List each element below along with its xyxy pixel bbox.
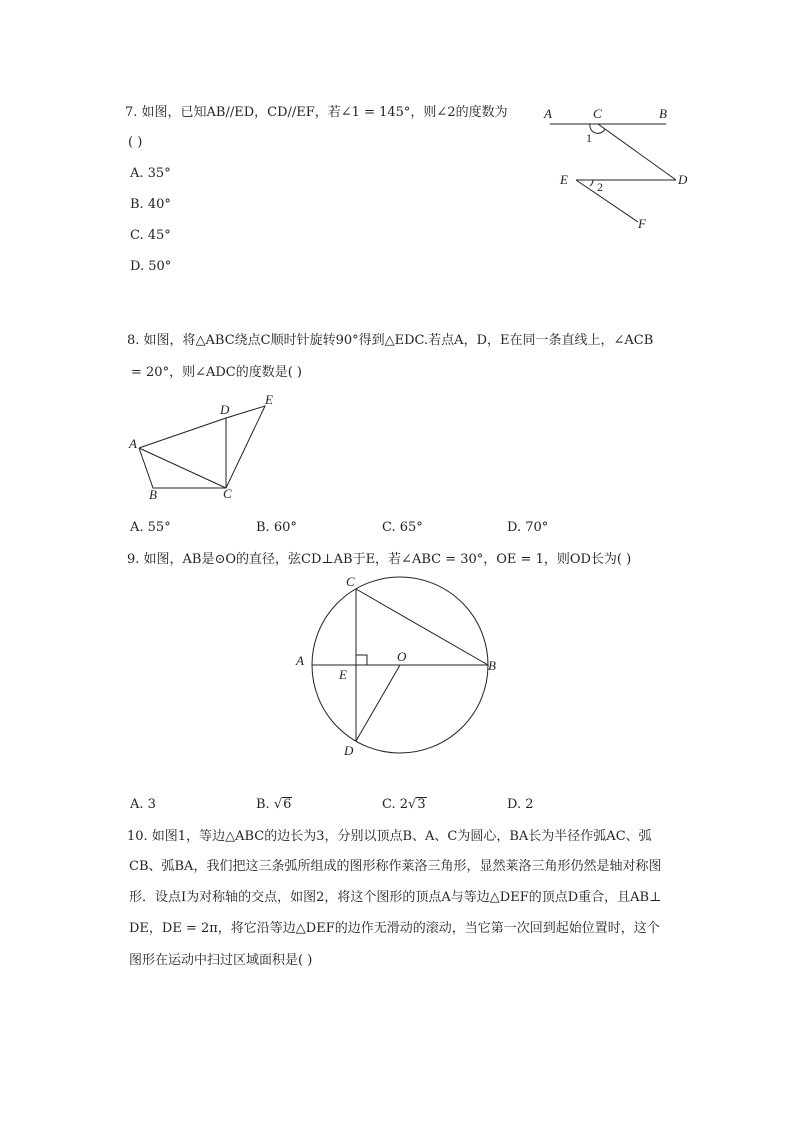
q10-line4: DE，DE = 2π，将它沿等边△DEF的边作无滑动的滚动，当它第一次回到起始位置时，这个	[129, 921, 660, 936]
q8-stem-line1: 8. 如图，将△ABC绕点C顺时针旋转90°得到△EDC.若点A，D，E在同一条直线上，∠ACB	[127, 333, 654, 348]
label-c: C	[346, 574, 355, 589]
q9-option-c-prefix: C. 2	[382, 797, 409, 812]
label-d: D	[678, 172, 688, 187]
sqrt-symbol: √	[408, 797, 417, 812]
q9-option-c	[382, 797, 427, 812]
q8-option-c: C. 65°	[382, 520, 423, 535]
segment-ac	[139, 448, 226, 488]
label-a: A	[544, 106, 552, 121]
segment-od	[356, 665, 400, 741]
line-cd	[598, 124, 676, 180]
angle-2-arc	[590, 180, 593, 186]
q9-figure	[290, 572, 505, 762]
q7-figure	[538, 100, 708, 235]
q10-line5: 图形在运动中扫过区域面积是( )	[129, 953, 313, 968]
label-angle-1: 1	[586, 131, 592, 145]
angle-1-arc	[590, 124, 605, 133]
q7-option-b: B. 40°	[130, 197, 171, 212]
q9-option-c-radicand: 3	[417, 797, 426, 812]
label-b: B	[659, 106, 667, 121]
label-e: E	[560, 172, 568, 187]
q9-option-b-prefix: B.	[256, 797, 274, 812]
q9-stem: 9. 如图，AB是⊙O的直径，弦CD⊥AB于E，若∠ABC = 30°，OE = 1，则OD长为( )	[127, 552, 632, 567]
label-e: E	[265, 392, 273, 407]
q7-stem-line1: 7. 如图，已知AB//ED，CD//EF，若∠1 = 145°，则∠2的度数为	[125, 105, 508, 120]
q8-option-a: A. 55°	[130, 520, 171, 535]
q8-stem-line2: = 20°，则∠ADC的度数是( )	[131, 365, 302, 380]
q9-option-b-radicand: 6	[283, 797, 292, 812]
figure-outline	[139, 406, 265, 488]
label-d: D	[344, 743, 354, 758]
q7-option-c: C. 45°	[130, 228, 171, 243]
q10-line1: 10. 如图1，等边△ABC的边长为3，分别以顶点B、A、C为圆心，BA长为半径作弧AC、弧	[127, 829, 652, 844]
q9-option-b	[256, 797, 292, 812]
label-f: F	[638, 216, 646, 231]
q8-option-b: B. 60°	[256, 520, 297, 535]
label-c: C	[223, 486, 232, 501]
q8-figure	[122, 390, 292, 505]
q7-option-d: D. 50°	[130, 259, 172, 274]
label-b: B	[149, 487, 157, 502]
line-ef	[576, 180, 638, 222]
label-d: D	[220, 402, 230, 417]
label-b: B	[488, 658, 496, 673]
segment-cb	[356, 589, 488, 665]
label-a: A	[296, 653, 304, 668]
label-angle-2: 2	[597, 180, 603, 194]
label-a: A	[129, 436, 137, 451]
right-angle-mark	[356, 655, 367, 665]
q8-option-d: D. 70°	[507, 520, 549, 535]
q7-stem-line2: ( )	[128, 135, 143, 150]
q9-option-d: D. 2	[507, 797, 534, 812]
q10-line3: 形．设点I为对称轴的交点，如图2，将这个图形的顶点A与等边△DEF的顶点D重合，且AB⊥	[129, 890, 662, 905]
q10-line2: CB、弧BA，我们把这三条弧所组成的图形称作莱洛三角形，显然莱洛三角形仍然是轴对称图	[129, 859, 662, 874]
label-o: O	[397, 649, 407, 664]
sqrt-symbol: √	[273, 797, 283, 812]
q9-option-a: A. 3	[130, 797, 156, 812]
label-c: C	[593, 106, 602, 121]
q7-option-a: A. 35°	[130, 166, 171, 181]
label-e: E	[339, 667, 347, 682]
